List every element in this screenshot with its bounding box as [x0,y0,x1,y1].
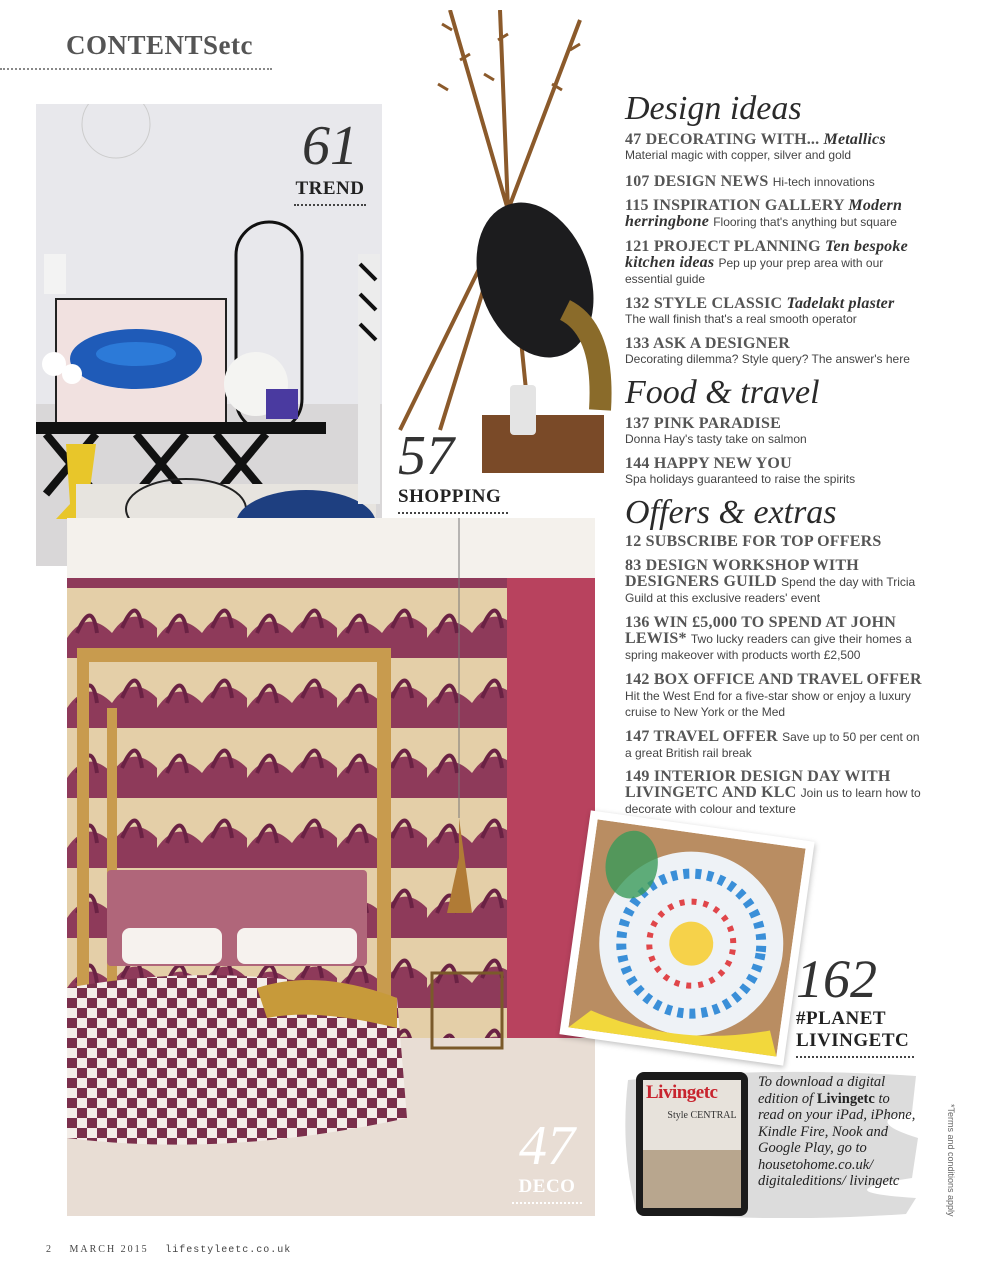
toc-entry[interactable] [625,132,925,163]
toc-title: HAPPY NEW YOU [653,455,792,472]
toc-desc: Hi-tech innovations [772,175,875,189]
toc-title: DESIGN WORKSHOP WITH DESIGNERS GUILD [625,557,859,590]
toc-desc: Material magic with copper, silver and gold [625,148,852,162]
toc-title: INSPIRATION GALLERY [652,197,845,214]
planet-label-1: #PLANET [796,1008,887,1029]
toc-page: 136 [625,614,650,631]
toc-title: STYLE CLASSIC [653,295,783,312]
download-link-text[interactable]: to read on your iPad, iPhone, Kindle Fire, Nook and Google Play, go to housetohome.co.uk/ digitaleditions/ livingetc [758,1090,916,1189]
toc-title: ASK A DESIGNER [652,335,791,352]
toc-page: 121 [625,238,650,255]
toc-title: SUBSCRIBE FOR TOP OFFERS [645,533,882,550]
toc-desc: Pep up your prep area with our essential guide [625,256,884,286]
title-rule [0,68,272,70]
toc-entry[interactable] [625,769,925,817]
shopping-rule [398,512,508,514]
section-heading-offers-extras: Offers & extras [625,494,837,531]
deco-page-number: 47 [519,1115,575,1177]
planet-rule [796,1056,914,1058]
toc-desc: The wall finish that's a real smooth operator [625,312,857,326]
toc-title: DECORATING WITH... [645,131,820,148]
bedroom-photo [67,518,595,1216]
deco-label: DECO [518,1176,576,1197]
section-heading-design-ideas: Design ideas [625,90,802,127]
page-title: CONTENTSetc [66,30,253,60]
toc-title: DESIGN NEWS [653,173,769,190]
toc-title: PROJECT PLANNING [653,238,821,255]
planet-page-number: 162 [796,949,877,1009]
toc-italic: Ten bespoke kitchen ideas [625,238,908,271]
download-brand: Livingetc [816,1090,875,1107]
toc-title: WIN £5,000 TO SPEND AT JOHN LEWIS* [625,614,897,647]
toc-entry[interactable] [625,239,925,287]
toc-entry[interactable] [625,558,925,606]
tablet-cover-photo [643,1150,741,1208]
toc-desc: Spa holidays guaranteed to raise the spirits [625,472,856,486]
footer [46,1244,303,1256]
toc-title: BOX OFFICE AND TRAVEL OFFER [653,671,922,688]
trend-label: TREND [295,178,365,199]
toc-entry[interactable] [625,336,925,367]
toc-desc: Save up to 50 per cent on a great British rail break [625,730,920,760]
trend-page-number: 61 [302,115,358,177]
toc-page: 147 [625,728,650,745]
tablet-logo: Livingetc [646,1082,718,1103]
toc-page: 142 [625,671,650,688]
footer-site[interactable]: lifestyleetc.co.uk [165,1245,292,1256]
toc-desc: Join us to learn how to decorate with colour and texture [625,786,921,816]
toc-desc: Spend the day with Tricia Guild at this exclusive readers' event [625,575,916,605]
section-heading-food-travel: Food & travel [625,374,820,411]
digital-edition-text [758,1074,918,1190]
toc-title: INTERIOR DESIGN DAY WITH LIVINGETC AND KLC [625,768,891,801]
toc-entry[interactable] [625,198,925,230]
planet-label-2: LIVINGETC [796,1030,910,1051]
footer-page-number: 2 [46,1244,53,1255]
toc-page: 149 [625,768,650,785]
toc-page: 115 [625,197,649,214]
hallstand-gramophone-photo [390,10,620,480]
shopping-page-number: 57 [398,425,454,487]
toc-desc: Decorating dilemma? Style query? The answer's here [625,352,910,366]
feature-planet-livingetc[interactable] [796,949,926,1058]
toc-desc: Donna Hay's tasty take on salmon [625,432,807,446]
tablet-cover-line: Style CENTRAL [667,1110,737,1121]
toc-entry[interactable] [625,672,925,720]
download-intro: To download a digital edition of [758,1074,886,1107]
shopping-label: SHOPPING [398,486,502,507]
toc-page: 107 [625,173,650,190]
footer-issue: MARCH 2015 [69,1244,149,1255]
tablet-image [636,1072,748,1216]
toc-page: 132 [625,295,650,312]
toc-italic: Modern herringbone [625,197,903,230]
toc-desc: Two lucky readers can give their homes a spring makeover with products worth £2,500 [625,632,912,662]
trend-rule [294,204,366,206]
toc-page: 47 [625,131,642,148]
toc-page: 137 [625,415,650,432]
feature-shopping[interactable] [398,425,518,514]
toc-entry[interactable] [625,615,925,663]
toc-entry[interactable] [625,534,925,550]
toc-title: PINK PARADISE [653,415,782,432]
plate-photo [559,810,814,1065]
toc-italic: Metallics [823,131,886,148]
feature-trend[interactable] [290,115,370,206]
toc-page: 12 [625,533,642,550]
toc-page: 133 [625,335,650,352]
toc-entry[interactable] [625,729,925,761]
toc-page: 83 [625,557,642,574]
toc-entry[interactable] [625,416,925,447]
toc-page: 144 [625,455,650,472]
toc-italic: Tadelakt plaster [786,295,895,312]
toc-desc: Flooring that's anything but square [713,215,897,229]
feature-deco[interactable] [512,1115,582,1204]
toc-entry[interactable] [625,296,925,327]
toc-entry[interactable] [625,456,925,487]
deco-rule [512,1202,582,1204]
toc-entry[interactable] [625,174,925,190]
terms-note: *Terms and conditions apply [946,1104,956,1217]
toc-title: TRAVEL OFFER [653,728,778,745]
toc-desc: Hit the West End for a five-star show or enjoy a luxury cruise to New York or the Med [625,689,911,719]
